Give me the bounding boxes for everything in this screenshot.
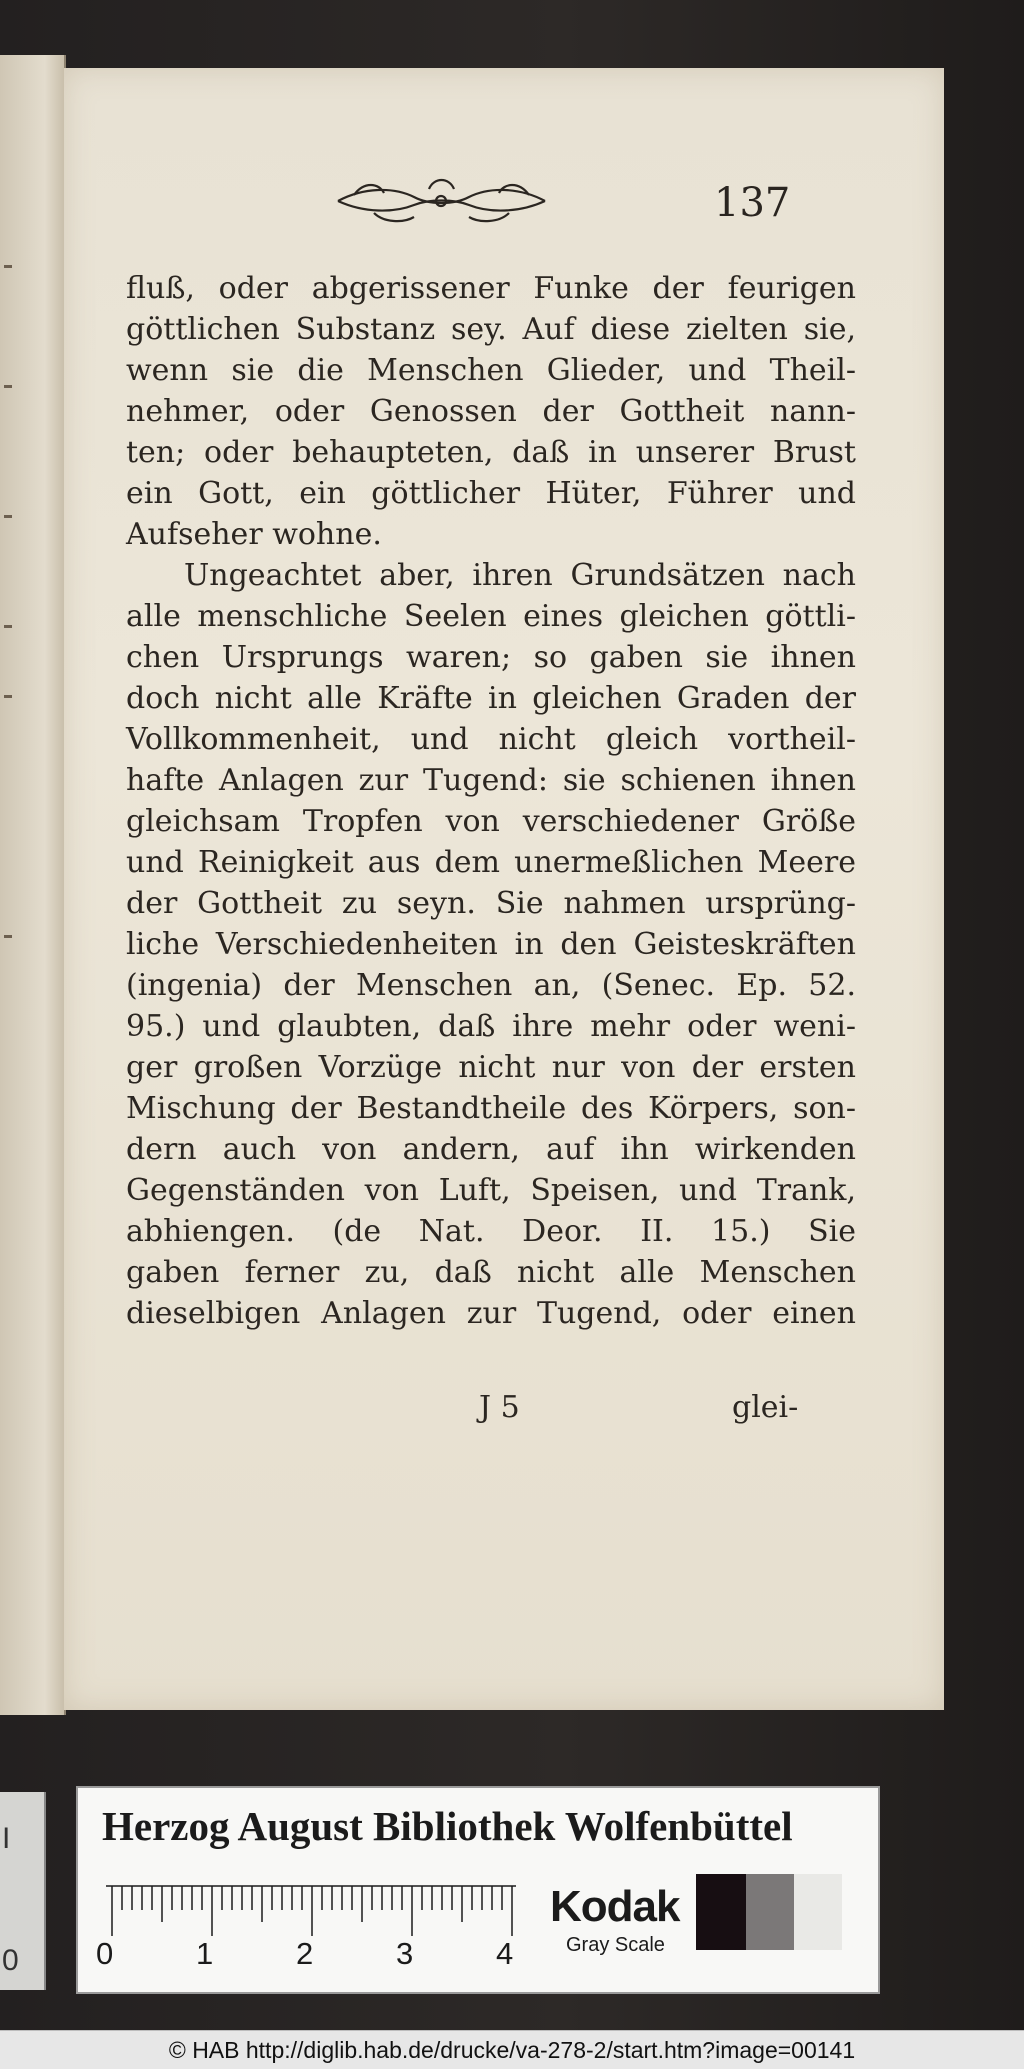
ruler-scale (106, 1884, 516, 1940)
gray-swatch-mid (746, 1874, 794, 1950)
previous-page-edge (0, 55, 66, 1715)
ornament-vignette (334, 173, 549, 229)
text-line: Vollkommenheit, und nicht gleich vortheil- (126, 722, 856, 757)
text-line: gaben ferner zu, daß nicht alle Menschen (126, 1255, 856, 1290)
text-line: und Reinigkeit aus dem unermeßlichen Meere (126, 845, 856, 880)
catchword: glei- (732, 1390, 799, 1425)
text-line: alle menschliche Seelen eines gleichen göttli- (126, 599, 856, 634)
book-page (64, 68, 944, 1710)
text-line: ten; oder behaupteten, daß in unserer Brust (126, 435, 856, 470)
text-line: gleichsam Tropfen von verschiedener Größe (126, 804, 856, 839)
ruler-number: 0 (96, 1936, 114, 1971)
strip-mark: I (2, 1822, 11, 1855)
signature-mark: J 5 (479, 1390, 520, 1425)
text-line: ger großen Vorzüge nicht nur von der ersten (126, 1050, 856, 1085)
brand-logo: Kodak (550, 1882, 680, 1931)
text-line: nehmer, oder Genossen der Gottheit nann- (126, 394, 856, 429)
text-line: dern auch von andern, auf ihn wirkenden (126, 1132, 856, 1167)
brand-subtitle: Gray Scale (566, 1934, 665, 1956)
text-line: chen Ursprungs waren; so gaben sie ihnen (126, 640, 856, 675)
text-line: abhiengen. (de Nat. Deor. II. 15.) Sie (126, 1214, 856, 1249)
color-target-card (76, 1786, 880, 1994)
page-number: 137 (714, 180, 791, 226)
strip-mark: 0 (2, 1944, 19, 1977)
text-line: doch nicht alle Kräfte in gleichen Graden der (126, 681, 856, 716)
ruler-number: 4 (496, 1936, 514, 1971)
text-line: fluß, oder abgerissener Funke der feurigen (126, 271, 856, 306)
adjacent-target-edge (0, 1792, 46, 1990)
copyright-footer: © HAB http://diglib.hab.de/drucke/va-278-2/start.htm?image=00141 (0, 2030, 1024, 2069)
page-text (126, 268, 856, 1334)
text-line: göttlichen Substanz sey. Auf diese zielten sie, (126, 312, 856, 347)
ruler-number: 1 (196, 1936, 214, 1971)
institution-name: Herzog August Bibliothek Wolfenbüttel (102, 1803, 793, 1849)
text-line: Aufseher wohne. (126, 517, 382, 552)
text-line: Gegenständen von Luft, Speisen, und Trank, (126, 1173, 856, 1208)
text-line: liche Verschiedenheiten in den Geisteskräften (126, 927, 856, 962)
text-line: wenn sie die Menschen Glieder, und Theil- (126, 353, 856, 388)
text-line: 95.) und glaubten, daß ihre mehr oder weni- (126, 1009, 856, 1044)
ruler-number: 2 (296, 1936, 314, 1971)
text-line: Ungeachtet aber, ihren Grundsätzen nach (184, 558, 856, 593)
text-line: dieselbigen Anlagen zur Tugend, oder einen (126, 1296, 856, 1331)
gray-swatch-light (794, 1874, 842, 1950)
ruler-number: 3 (396, 1936, 414, 1971)
text-line: Mischung der Bestandtheile des Körpers, son- (126, 1091, 856, 1126)
gray-swatch-dark (696, 1874, 746, 1950)
text-line: (ingenia) der Menschen an, (Senec. Ep. 52. (126, 968, 856, 1003)
ruler-numbers (96, 1936, 556, 1980)
text-line: hafte Anlagen zur Tugend: sie schienen ihnen (126, 763, 856, 798)
text-line: der Gottheit zu seyn. Sie nahmen ursprüng- (126, 886, 856, 921)
text-line: ein Gott, ein göttlicher Hüter, Führer und (126, 476, 856, 511)
